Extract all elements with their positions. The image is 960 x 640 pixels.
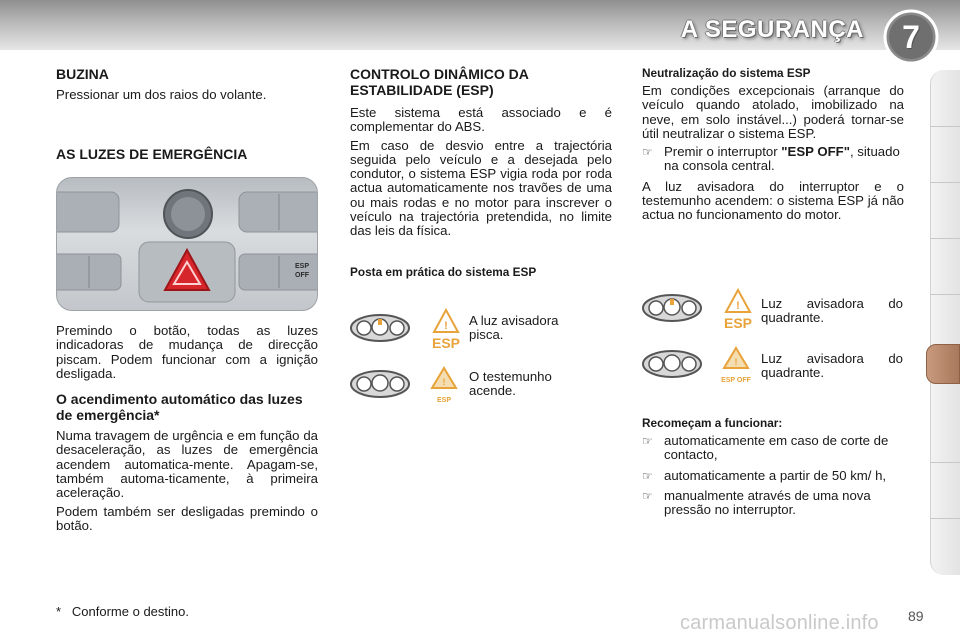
neutral-text: Em condições excepcionais (arranque do veículo quando atolado, imobilizado na neve, em solo instável...) poderá tornar-se útil neutralizar o sistema ESP.: [642, 83, 904, 141]
footnote-text: Conforme o destino.: [71, 604, 189, 619]
pointing-hand-icon: ☞: [642, 434, 653, 448]
esp-cluster-flashing-icon: [350, 308, 465, 354]
svg-text:!: !: [444, 320, 448, 332]
footnote: [56, 604, 189, 619]
resume-item-2: automaticamente a partir de 50 km/ h,: [664, 467, 887, 483]
tab-divider: [930, 294, 960, 295]
esp-off-cluster-icon: [642, 344, 757, 390]
esp-description: Em caso de desvio entre a trajectória seguida pelo veículo e a desejada pelo condutor, o sistema ESP vigia roda por roda actua automaticamente nos travões de uma ou mais rodas e no motor para inscrever o veículo na trajectória pretendida, no limite das leis da física.: [350, 137, 612, 239]
posta-heading: Posta em prática do sistema ESP: [350, 264, 537, 279]
resume-section: [642, 416, 904, 523]
resume-item-1: automaticamente em caso de corte de contacto,: [664, 433, 889, 463]
esp-off-icon-label: ESP OFF: [721, 377, 751, 384]
svg-text:!: !: [736, 300, 740, 312]
esp-warning-label: ESP: [723, 315, 753, 331]
svg-text:!: !: [734, 357, 738, 367]
chapter-tabs[interactable]: [930, 70, 960, 575]
esp-off-label: "ESP OFF": [781, 144, 850, 160]
lamp4-text: Luz avisadora do quadrante.: [761, 351, 903, 380]
tab-divider: [930, 182, 960, 183]
pointing-hand-icon: ☞: [642, 468, 653, 483]
left-column: [56, 66, 318, 162]
left-column-lower: [56, 324, 318, 537]
tab-chapter-7-active[interactable]: [926, 344, 960, 384]
resume-item-3: manualmente através de uma nova pressão no interruptor.: [664, 487, 871, 518]
auto-heading: O acendimento automático das luzes de emergência*: [56, 391, 303, 424]
tab-divider: [930, 462, 960, 463]
svg-text:!: !: [442, 377, 446, 387]
auto-text-1: Numa travagem de urgência e em função da desaceleração, as luzes de emergência acendem automatica-mente. Apagam-se, também automa-ticamente, à primeira aceleração.: [56, 428, 318, 501]
tab-divider: [930, 518, 960, 519]
list-item: [642, 469, 904, 483]
auto-text-2: Podem também ser desligadas premindo o botão.: [56, 503, 318, 533]
esp-heading-line1: CONTROLO DINÂMICO DA: [350, 66, 529, 82]
list-item: [642, 489, 904, 518]
middle-column: [350, 66, 612, 279]
esp-heading-line2: ESTABILIDADE (ESP): [350, 82, 494, 98]
resume-heading: Recomeçam a funcionar:: [642, 416, 783, 430]
watermark: carmanualsonline.info: [680, 612, 879, 634]
esp-label-line2: OFF: [295, 272, 309, 279]
esp-intro: Este sistema está associado e é complementar do ABS.: [350, 105, 612, 135]
lamp2-text: O testemunho acende.: [469, 369, 552, 398]
esp-label-line1: ESP: [294, 263, 310, 270]
lamp3-text: Luz avisadora do quadrante.: [761, 296, 903, 325]
buzina-text: Pressionar um dos raios do volante.: [56, 87, 267, 102]
pointing-hand-icon: ☞: [642, 145, 653, 160]
right-column: [642, 66, 904, 227]
esp-icon-label-small: ESP: [436, 397, 452, 404]
chapter-number: 7: [902, 18, 920, 55]
buzina-heading: BUZINA: [56, 66, 109, 82]
esp-cluster-warning-icon: [642, 288, 757, 334]
console-illustration-icon: [57, 178, 318, 311]
bullet1-prefix: Premir o interruptor: [664, 144, 782, 160]
emergency-heading: AS LUZES DE EMERGÊNCIA: [56, 146, 248, 163]
page-title: A SEGURANÇA: [680, 16, 864, 43]
neutral-effect-text: A luz avisadora do interruptor e o testemunho acendem: o sistema ESP já não actua no funcionamento do motor.: [642, 178, 904, 223]
list-item: [642, 434, 904, 463]
bullet1-suffix: , situado na consola central.: [664, 144, 900, 174]
lamp1-text: A luz avisadora pisca.: [469, 313, 559, 342]
esp-icon-label: ESP: [431, 335, 461, 351]
esp-cluster-lit-icon: [350, 364, 465, 410]
emergency-text: Premindo o botão, todas as luzes indicadoras de mudança de direcção piscam. Podem funcionar com a ignição desligada.: [56, 323, 318, 381]
pointing-hand-icon: ☞: [642, 488, 653, 503]
page-number: 89: [908, 608, 924, 624]
footnote-mark: *: [56, 604, 62, 619]
tab-divider: [930, 238, 960, 239]
list-item: [642, 145, 904, 174]
hazard-console-photo: [56, 177, 318, 311]
neutral-heading: Neutralização do sistema ESP: [642, 66, 811, 80]
tab-divider: [930, 126, 960, 127]
